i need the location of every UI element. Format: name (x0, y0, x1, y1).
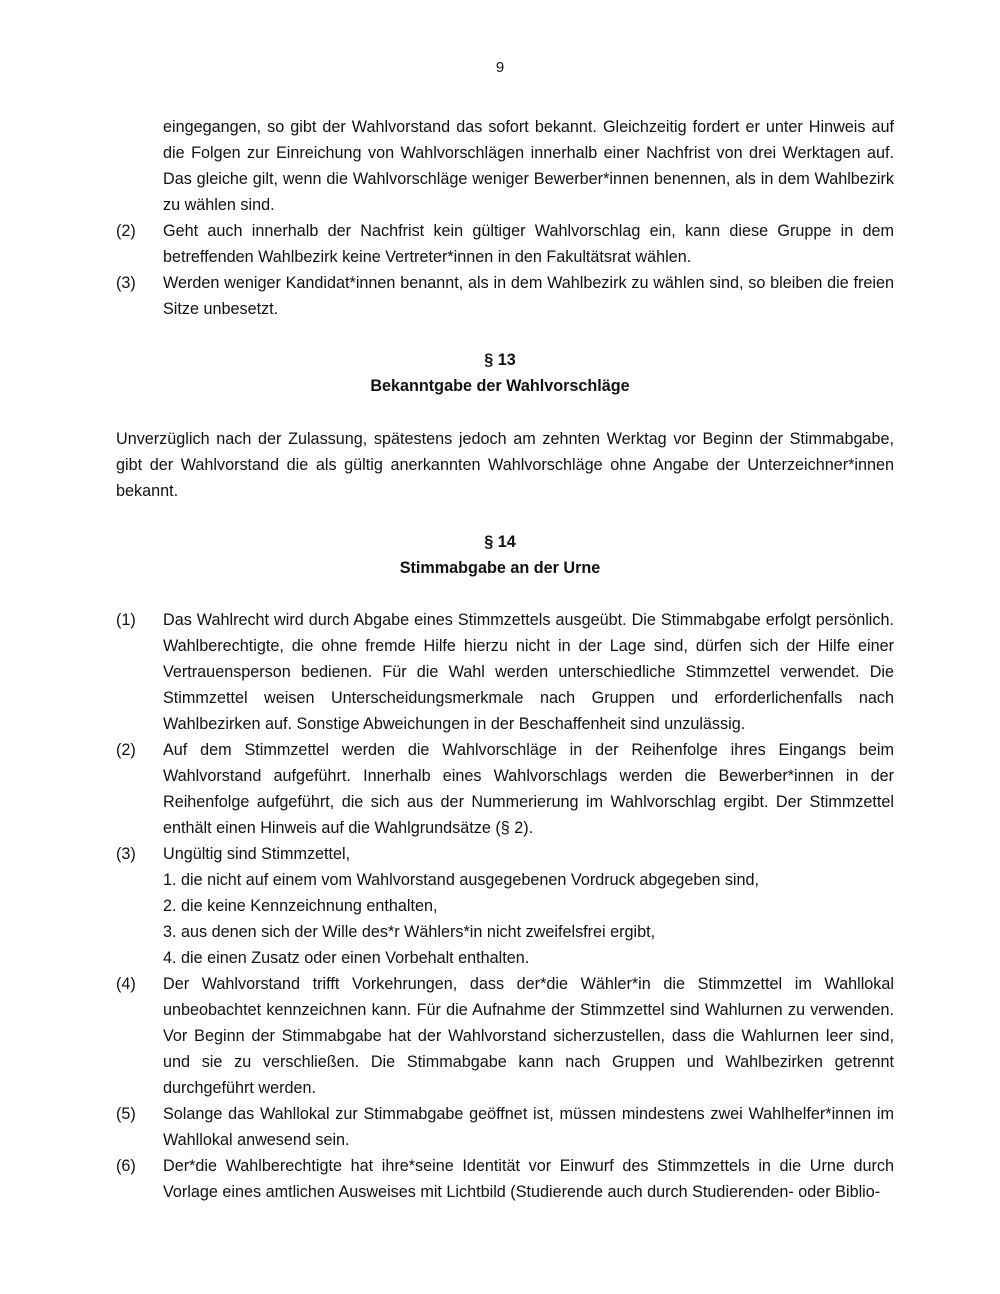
page-number: 9 (495, 59, 505, 76)
item-number: (2) (116, 222, 136, 240)
list-item (116, 841, 894, 971)
section-14-number: § 14 (484, 533, 516, 551)
sub-item: 2. die keine Kennzeichnung enthalten, (163, 897, 438, 915)
item-text: Ungültig sind Stimmzettel, (163, 845, 351, 863)
item-text: Werden weniger Kandidat*innen benannt, als in dem Wahlbezirk zu wählen sind, so bleiben die freien Sitze unbesetzt. (163, 274, 894, 318)
section-13-body: Unverzüglich nach der Zulassung, spätestens jedoch am zehnten Werktag vor Beginn der Stimmabgabe, gibt der Wahlvorstand die als gültig anerkannten Wahlvorschläge ohne Angabe der Unterzeichner*innen bekannt. (116, 430, 894, 500)
section-14-items (116, 607, 894, 1205)
list-item (116, 971, 894, 1101)
item-number: (3) (116, 274, 136, 292)
section-13-number: § 13 (484, 351, 516, 369)
section-14-title: Stimmabgabe an der Urne (399, 559, 601, 577)
item-number: (6) (116, 1157, 136, 1175)
continuation-paragraph: eingegangen, so gibt der Wahlvorstand das sofort bekannt. Gleichzeitig fordert er unter Hinweis auf die Folgen zur Einreichung von Wahlvorschlägen innerhalb einer Nachfrist von drei Werktagen auf. Das gleiche gilt, wenn die Wahlvorschläge weniger Bewerber*innen benennen, als in dem Wahlbezirk zu wählen sind. (163, 118, 894, 214)
list-item (116, 1101, 894, 1153)
sub-item: 3. aus denen sich der Wille des*r Wählers*in nicht zweifelsfrei ergibt, (163, 923, 656, 941)
list-item (116, 1153, 894, 1205)
sub-item: 1. die nicht auf einem vom Wahlvorstand ausgegebenen Vordruck abgegeben sind, (163, 871, 760, 889)
item-text: Auf dem Stimmzettel werden die Wahlvorschläge in der Reihenfolge ihres Eingangs beim Wahlvorstand aufgeführt. Innerhalb eines Wahlvorschlags werden die Bewerber*innen in der Reihenfolge aufgeführt, die sich aus der Nummerierung im Wahlvorschlag ergibt. Der Stimmzettel enthält einen Hinweis auf die Wahlgrundsätze (§ 2). (163, 741, 894, 837)
section-13-title: Bekanntgabe der Wahlvorschläge (370, 377, 630, 395)
top-section (116, 114, 894, 322)
item-number: (1) (116, 611, 136, 629)
item-text: Das Wahlrecht wird durch Abgabe eines Stimmzettels ausgeübt. Die Stimmabgabe erfolgt persönlich. Wahlberechtigte, die ohne fremde Hilfe hierzu nicht in der Lage sind, dürfen sich der Hilfe einer Vertrauensperson bedienen. Für die Wahl werden unterschiedliche Stimmzettel verwendet. Die Stimmzettel weisen Unterscheidungsmerkmale nach Gruppen und erforderlichenfalls nach Wahlbezirken auf. Sonstige Abweichungen in der Beschaffenheit sind unzulässig. (163, 611, 894, 733)
item-text: Solange das Wahllokal zur Stimmabgabe geöffnet ist, müssen mindestens zwei Wahlhelfer*innen im Wahllokal anwesend sein. (163, 1105, 894, 1149)
list-item (116, 270, 894, 322)
item-number: (5) (116, 1105, 136, 1123)
list-item (116, 607, 894, 737)
item-text: Der Wahlvorstand trifft Vorkehrungen, dass der*die Wähler*in die Stimmzettel im Wahllokal unbeobachtet kennzeichnen kann. Für die Aufnahme der Stimmzettel sind Wahlurnen zu verwenden. Vor Beginn der Stimmabgabe hat der Wahlvorstand sicherzustellen, dass die Wahlurnen leer sind, und sie zu verschließen. Die Stimmabgabe kann nach Gruppen und Wahlbezirken getrennt durchgeführt werden. (163, 975, 894, 1097)
item-number: (2) (116, 741, 136, 759)
list-item (116, 737, 894, 841)
item-number: (4) (116, 975, 136, 993)
item-number: (3) (116, 845, 136, 863)
item-text: Der*die Wahlberechtigte hat ihre*seine Identität vor Einwurf des Stimmzettels in die Urne durch Vorlage eines amtlichen Ausweises mit Lichtbild (Studierende auch durch Studierenden- oder Biblio- (163, 1157, 894, 1201)
list-item (116, 218, 894, 270)
sub-item: 4. die einen Zusatz oder einen Vorbehalt enthalten. (163, 949, 530, 967)
item-text: Geht auch innerhalb der Nachfrist kein gültiger Wahlvorschlag ein, kann diese Gruppe in dem betreffenden Wahlbezirk keine Vertreter*innen in den Fakultätsrat wählen. (163, 222, 894, 266)
